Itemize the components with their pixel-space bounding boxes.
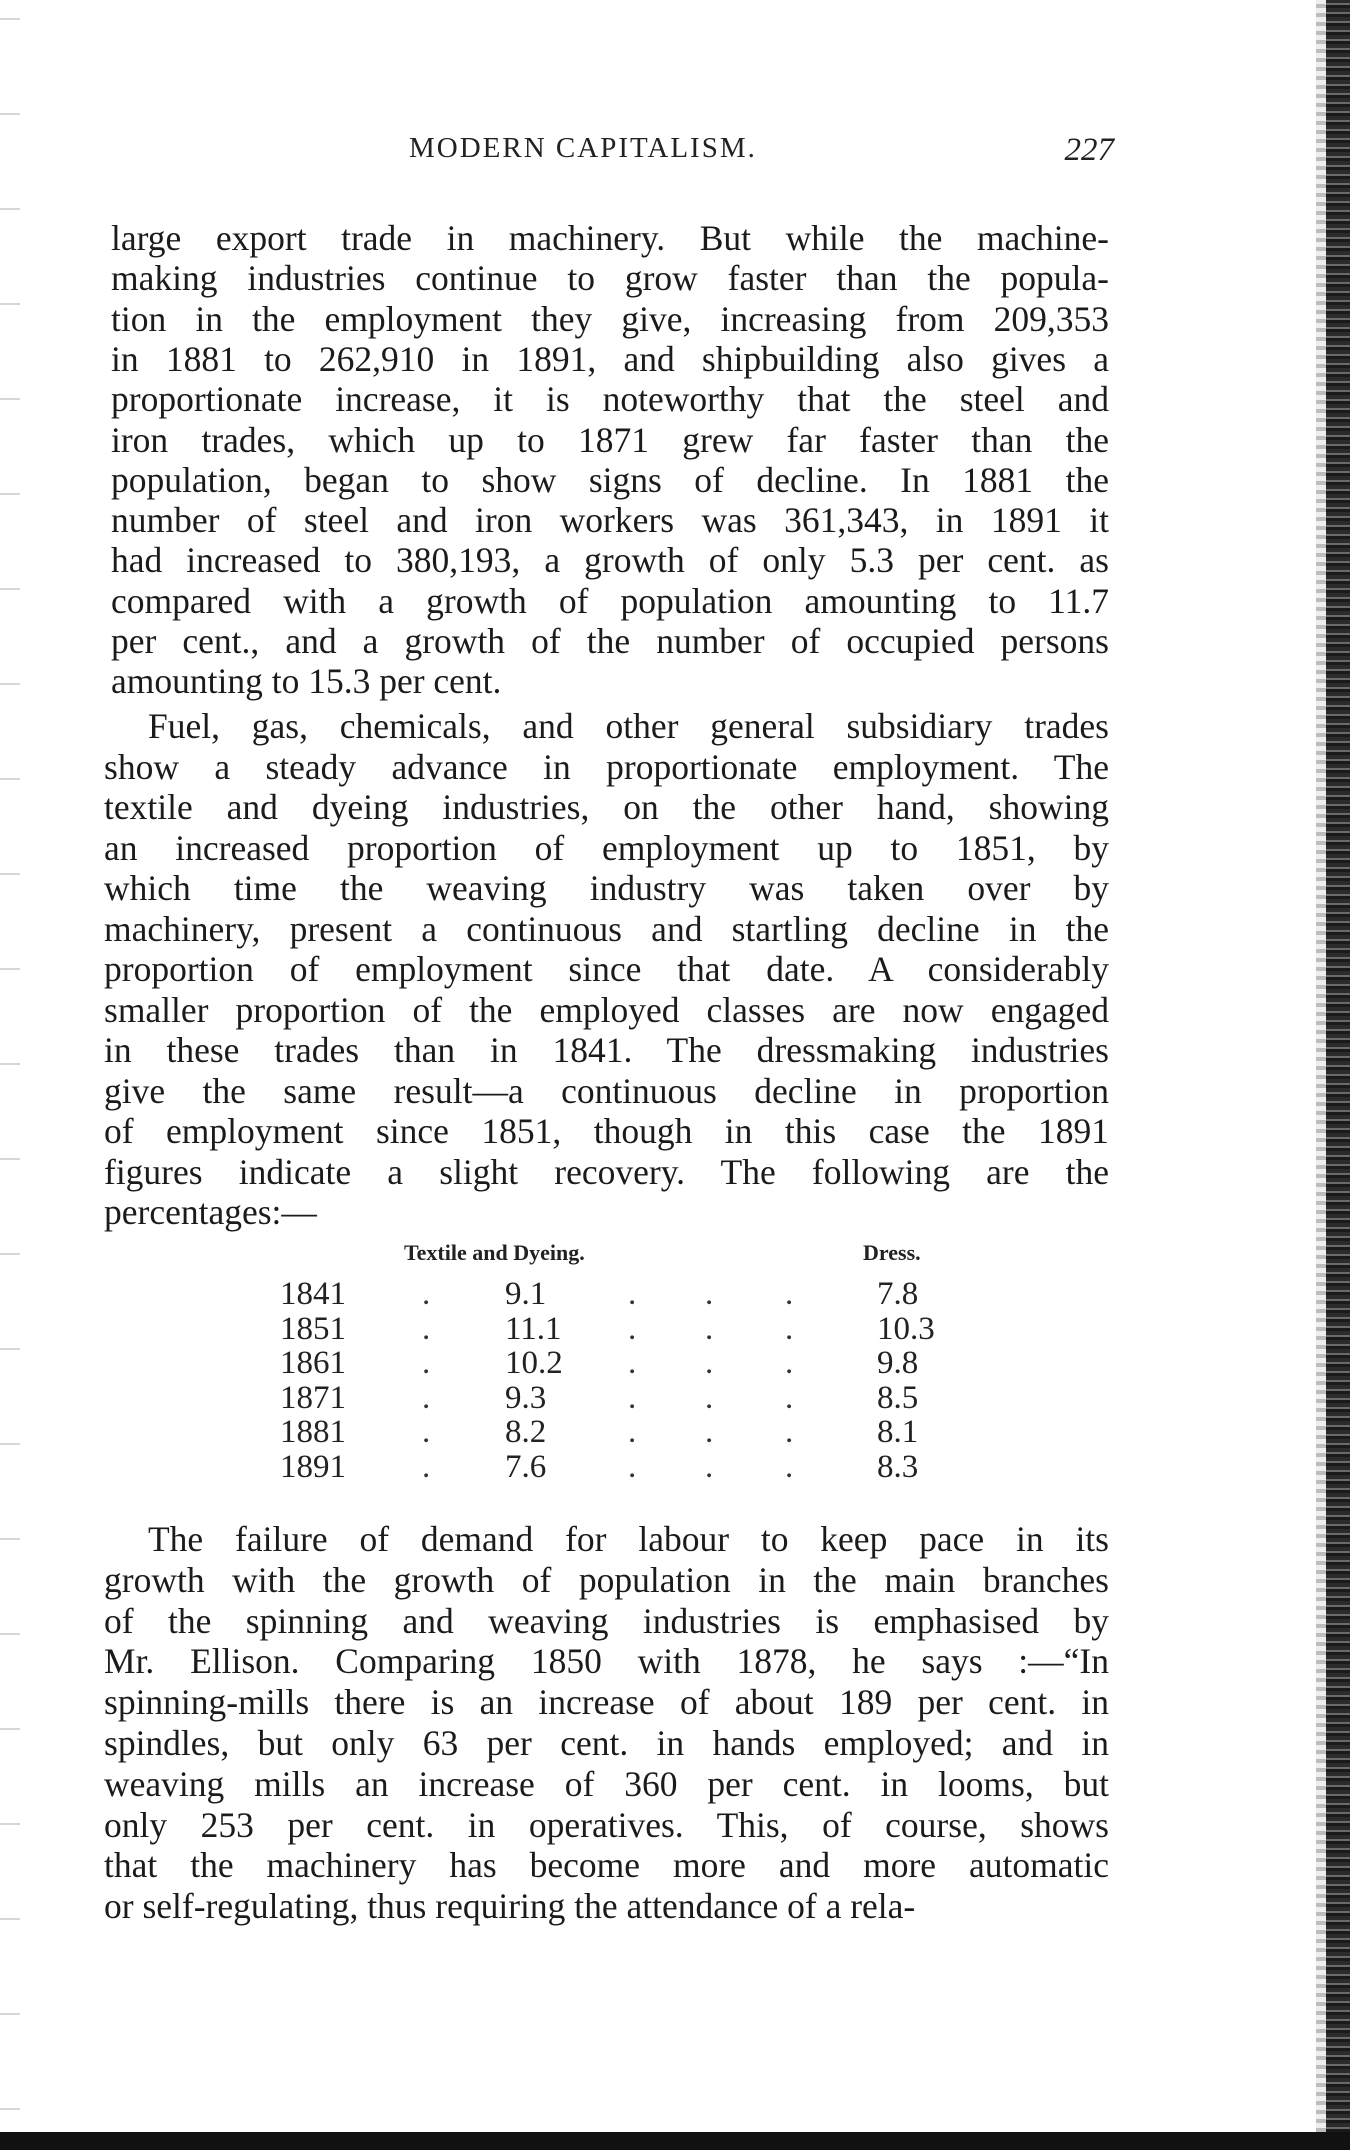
table-cell-textile: 11.1 bbox=[505, 1310, 562, 1347]
text-line: weaving mills an increase of 360 per cent. in looms, but bbox=[104, 1763, 1109, 1804]
table-cell-dress: 8.1 bbox=[877, 1414, 919, 1450]
leader-dot: . bbox=[422, 1345, 431, 1381]
text-line: proportionate increase, it is noteworthy that the steel and bbox=[111, 379, 1109, 420]
leader-dot: . bbox=[785, 1414, 794, 1450]
text-line: percentages:— bbox=[104, 1192, 317, 1232]
text-line: an increased proportion of employment up to 1851, by bbox=[104, 827, 1109, 868]
leader-dot: . bbox=[705, 1414, 714, 1450]
leader-dot: . bbox=[785, 1276, 794, 1312]
leader-dot: . bbox=[785, 1448, 794, 1485]
leader-dot: . bbox=[628, 1448, 637, 1485]
leader-dot: . bbox=[422, 1379, 431, 1416]
column-header-dress: Dress. bbox=[863, 1240, 921, 1265]
leader-dot: . bbox=[628, 1276, 637, 1312]
text-line: show a steady advance in proportionate employment. The bbox=[104, 746, 1109, 787]
table-cell-textile: 9.1 bbox=[505, 1276, 547, 1312]
leader-dot: . bbox=[422, 1414, 431, 1450]
scan-edge-left bbox=[0, 0, 20, 2150]
text-line: Mr. Ellison. Comparing 1850 with 1878, he says :—“In bbox=[104, 1641, 1109, 1682]
text-line: machinery, present a continuous and startling decline in the bbox=[104, 908, 1109, 949]
text-line: compared with a growth of population amounting to 11.7 bbox=[111, 580, 1109, 621]
scan-spine bbox=[1326, 0, 1350, 2150]
text-line: textile and dyeing industries, on the other hand, showing bbox=[104, 787, 1109, 827]
text-line: The failure of demand for labour to keep pace in its bbox=[148, 1519, 1109, 1559]
table-cell-textile: 8.2 bbox=[505, 1414, 547, 1450]
text-line: proportion of employment since that date. A considerably bbox=[104, 949, 1109, 989]
leader-dot: . bbox=[422, 1448, 431, 1485]
text-line: amounting to 15.3 per cent. bbox=[111, 661, 502, 702]
leader-dot: . bbox=[785, 1345, 794, 1381]
table-cell-year: 1841 bbox=[280, 1276, 346, 1312]
running-title: MODERN CAPITALISM. bbox=[409, 132, 757, 164]
text-line: in these trades than in 1841. The dressmaking industries bbox=[104, 1030, 1109, 1070]
text-line: making industries continue to grow faster than the popula- bbox=[111, 258, 1109, 299]
text-line: smaller proportion of the employed classes are now engaged bbox=[104, 989, 1109, 1030]
text-line: of the spinning and weaving industries is emphasised by bbox=[104, 1600, 1109, 1641]
text-line: which time the weaving industry was taken over by bbox=[104, 868, 1109, 908]
leader-dot: . bbox=[422, 1310, 431, 1347]
table-cell-year: 1861 bbox=[280, 1345, 346, 1381]
text-line: number of steel and iron workers was 361,343, in 1891 it bbox=[111, 500, 1109, 541]
leader-dot: . bbox=[705, 1345, 714, 1381]
table-cell-textile: 7.6 bbox=[505, 1448, 547, 1485]
text-line: tion in the employment they give, increasing from 209,353 bbox=[111, 298, 1109, 339]
text-line: or self-regulating, thus requiring the attendance of a rela- bbox=[104, 1886, 916, 1927]
table-cell-dress: 8.3 bbox=[877, 1448, 919, 1485]
text-line: that the machinery has become more and more automatic bbox=[104, 1845, 1109, 1886]
leader-dot: . bbox=[705, 1448, 714, 1485]
leader-dot: . bbox=[628, 1345, 637, 1381]
table-cell-dress: 9.8 bbox=[877, 1345, 919, 1381]
table-cell-dress: 10.3 bbox=[877, 1310, 935, 1347]
text-line: only 253 per cent. in operatives. This, of course, shows bbox=[104, 1804, 1109, 1845]
text-line: had increased to 380,193, a growth of only 5.3 per cent. as bbox=[111, 540, 1109, 581]
table-cell-year: 1851 bbox=[280, 1310, 346, 1347]
leader-dot: . bbox=[628, 1414, 637, 1450]
text-line: in 1881 to 262,910 in 1891, and shipbuilding also gives a bbox=[111, 338, 1109, 379]
leader-dot: . bbox=[422, 1276, 431, 1312]
leader-dot: . bbox=[628, 1379, 637, 1416]
leader-dot: . bbox=[705, 1310, 714, 1347]
text-line: per cent., and a growth of the number of occupied persons bbox=[111, 621, 1109, 661]
leader-dot: . bbox=[785, 1379, 794, 1416]
text-line: Fuel, gas, chemicals, and other general subsidiary trades bbox=[148, 706, 1109, 746]
text-line: of employment since 1851, though in this case the 1891 bbox=[104, 1111, 1109, 1151]
column-header-textile: Textile and Dyeing. bbox=[404, 1240, 585, 1265]
text-line: figures indicate a slight recovery. The following are the bbox=[104, 1151, 1109, 1192]
text-line: growth with the growth of population in the main branches bbox=[104, 1559, 1109, 1600]
leader-dot: . bbox=[785, 1310, 794, 1347]
table-cell-dress: 8.5 bbox=[877, 1379, 919, 1416]
table-cell-year: 1891 bbox=[280, 1448, 346, 1485]
page-header bbox=[104, 132, 1114, 182]
page-number: 227 bbox=[1064, 132, 1114, 168]
scan-spine-shadow bbox=[1316, 0, 1326, 2150]
table-cell-textile: 10.2 bbox=[505, 1345, 563, 1381]
table-cell-dress: 7.8 bbox=[877, 1276, 919, 1312]
text-line: population, began to show signs of decline. In 1881 the bbox=[111, 459, 1109, 500]
text-line: spinning-mills there is an increase of about 189 per cent. in bbox=[104, 1682, 1109, 1723]
text-line: iron trades, which up to 1871 grew far faster than the bbox=[111, 419, 1109, 460]
text-line: large export trade in machinery. But while the machine- bbox=[111, 218, 1109, 258]
table-cell-year: 1881 bbox=[280, 1414, 346, 1450]
text-line: give the same result—a continuous decline in proportion bbox=[104, 1070, 1109, 1111]
leader-dot: . bbox=[705, 1379, 714, 1416]
scan-bottom-edge bbox=[0, 2132, 1350, 2150]
text-line: spindles, but only 63 per cent. in hands employed; and in bbox=[104, 1723, 1109, 1763]
leader-dot: . bbox=[705, 1276, 714, 1312]
table-cell-year: 1871 bbox=[280, 1379, 346, 1416]
leader-dot: . bbox=[628, 1310, 637, 1347]
table-cell-textile: 9.3 bbox=[505, 1379, 547, 1416]
